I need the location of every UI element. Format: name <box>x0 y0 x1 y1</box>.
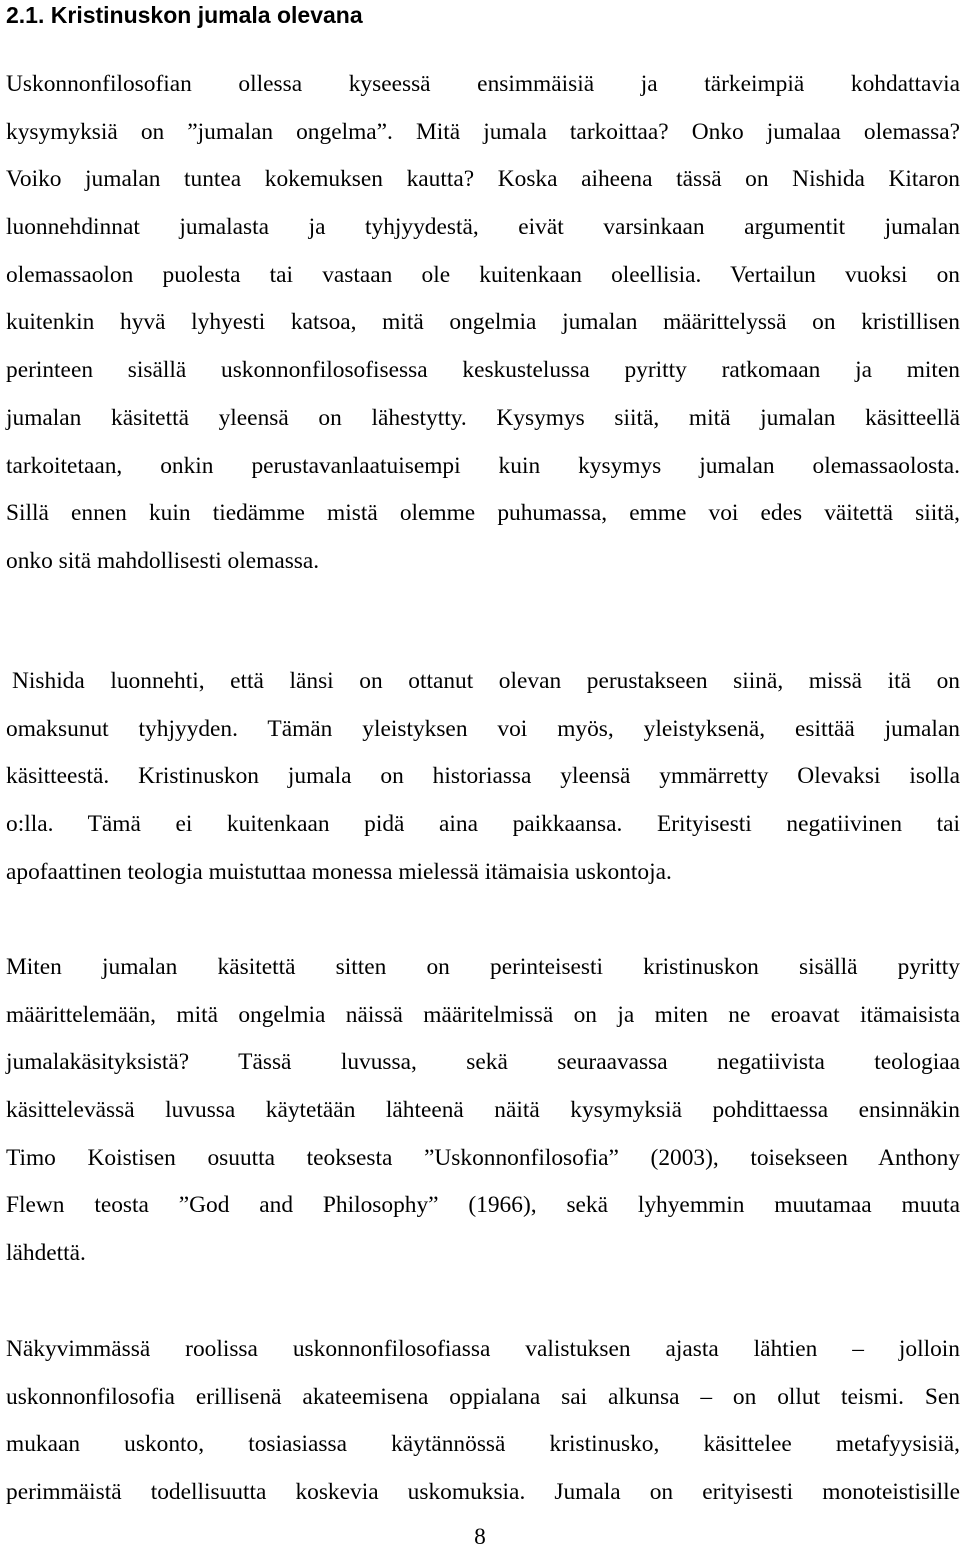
text-line: Uskonnonfilosofian ollessa kyseessä ensimmäisiä ja tärkeimpiä kohdattavia <box>6 71 960 97</box>
text-line: perinteen sisällä uskonnonfilosofisessa keskustelussa pyritty ratkomaan ja miten <box>6 357 960 384</box>
text-line: perimmäistä todellisuutta koskevia uskomuksia. Jumala on erityisesti monoteistisille <box>6 1479 960 1506</box>
text-line: kuitenkin hyvä lyhyesti katsoa, mitä ongelmia jumalan määrittelyssä on kristillisen <box>6 309 960 336</box>
paragraph-3 <box>6 944 960 1278</box>
text-line: Nishida luonnehti, että länsi on ottanut olevan perustakseen siinä, missä itä on <box>12 668 960 694</box>
text-line: omaksunut tyhjyyden. Tämän yleistyksen voi myös, yleistyksenä, esittää jumalan <box>6 715 960 742</box>
page-number: 8 <box>474 1524 486 1550</box>
text-line: lähdettä. <box>6 1240 86 1267</box>
text-line: olemassaolon puolesta tai vastaan ole kuitenkaan oleellisia. Vertailun vuoksi on <box>6 261 960 288</box>
paragraph-2 <box>6 658 960 896</box>
text-line: o:lla. Tämä ei kuitenkaan pidä aina paikkaansa. Erityisesti negatiivinen tai <box>6 811 960 838</box>
text-line: Miten jumalan käsitettä sitten on perinteisesti kristinuskon sisällä pyritty <box>6 954 960 980</box>
text-line: Sillä ennen kuin tiedämme mistä olemme puhumassa, emme voi edes väitettä siitä, <box>6 500 960 527</box>
text-line: jumalakäsityksistä? Tässä luvussa, sekä seuraavassa negatiivista teologiaa <box>6 1049 960 1076</box>
text-line: määrittelemään, mitä ongelmia näissä määritelmissä on ja miten ne eroavat itämaisista <box>6 1001 960 1028</box>
text-line: apofaattinen teologia muistuttaa monessa mielessä itämaisia uskontoja. <box>6 858 672 885</box>
paragraph-4 <box>6 1326 960 1517</box>
text-line: käsitteestä. Kristinuskon jumala on historiassa yleensä ymmärretty Olevaksi isolla <box>6 763 960 790</box>
text-line: Voiko jumalan tuntea kokemuksen kautta? Koska aiheena tässä on Nishida Kitaron <box>6 166 960 193</box>
text-line: kysymyksiä on ”jumalan ongelma”. Mitä jumala tarkoittaa? Onko jumalaa olemassa? <box>6 118 960 145</box>
text-line: uskonnonfilosofia erillisenä akateemisena oppialana sai alkunsa – on ollut teismi. Sen <box>6 1383 960 1410</box>
text-line: käsittelevässä luvussa käytetään lähteenä näitä kysymyksiä pohdittaessa ensinnäkin <box>6 1097 960 1124</box>
text-line: onko sitä mahdollisesti olemassa. <box>6 547 320 574</box>
text-line: jumalan käsitettä yleensä on lähestytty. Kysymys siitä, mitä jumalan käsitteellä <box>6 404 960 431</box>
text-line: Timo Koistisen osuutta teoksesta ”Uskonnonfilosofia” (2003), toisekseen Anthony <box>6 1144 960 1171</box>
text-line: Flewn teosta ”God and Philosophy” (1966), sekä lyhyemmin muutamaa muuta <box>6 1192 960 1219</box>
text-line: Näkyvimmässä roolissa uskonnonfilosofiassa valistuksen ajasta lähtien – jolloin <box>6 1336 960 1362</box>
text-line: luonnehdinnat jumalasta ja tyhjyydestä, eivät varsinkaan argumentit jumalan <box>6 214 960 241</box>
paragraph-1 <box>6 61 960 586</box>
section-heading: 2.1. Kristinuskon jumala olevana <box>6 2 363 28</box>
text-line: mukaan uskonto, tosiasiassa käytännössä kristinusko, käsittelee metafyysisiä, <box>6 1431 960 1458</box>
text-line: tarkoitetaan, onkin perustavanlaatuisempi kuin kysymys jumalan olemassaolosta. <box>6 452 960 479</box>
